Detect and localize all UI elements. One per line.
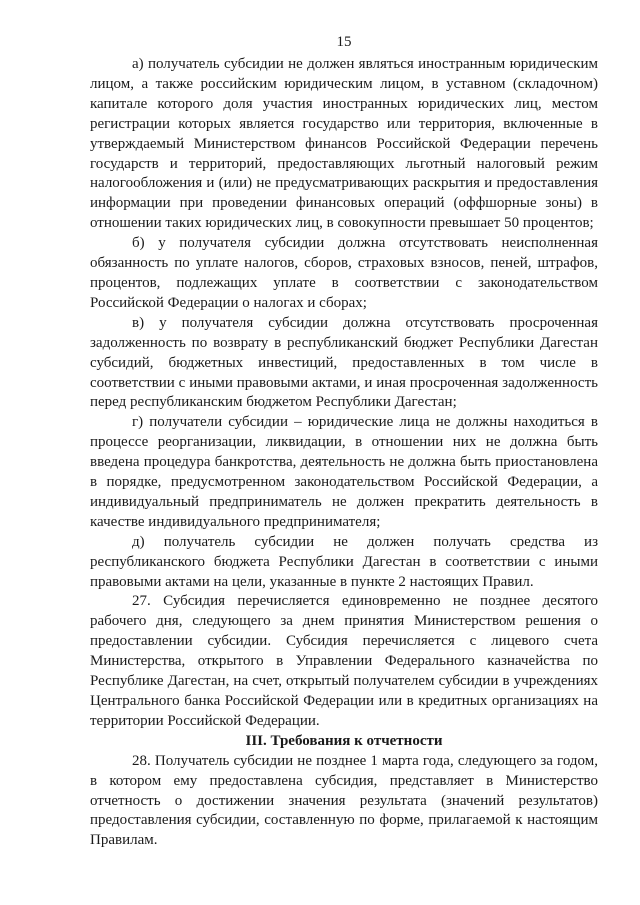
paragraph-g: г) получатели субсидии – юридические лица не должны находиться в процессе реорганизации, ликвидации, в отношении них не должна быть введена процедура банкротства, деятельность не должна быть приостановлена в порядке, предусмотренном законодательством Российской Федерации, а индивидуальный предприниматель не должен прекратить деятельность в качестве индивидуального предпринимателя; [90,414,598,530]
paragraph-28: 28. Получатель субсидии не позднее 1 марта года, следующего за годом, в котором ему предоставлена субсидия, представляет в Министерство отчетность о достижении значения результата (значений результатов) предоставления субсидии, составленную по форме, прилагаемой к настоящим Правилам. [90,752,598,849]
paragraph-b: б) у получателя субсидии должна отсутствовать неисполненная обязанность по уплате налогов, сборов, страховых взносов, пеней, штрафов, процентов, подлежащих уплате в соответствии с законодательством Российской Федерации о налогах и сборах; [90,235,598,311]
paragraph-27: 27. Субсидия перечисляется единовременно не позднее десятого рабочего дня, следующего за днем принятия Министерством решения о предоставлении субсидии. Субсидия перечисляется с лицевого счета Министерства, открытого в Управлении Федерального казначейства по Республике Дагестан, на счет, открытый получателем субсидии в учреждениях Центрального банка Российской Федерации или в кредитных организациях на территории Российской Федерации. [90,593,598,729]
paragraph-v: в) у получателя субсидии должна отсутствовать просроченная задолженность по возврату в республиканский бюджет Республики Дагестан субсидий, бюджетных инвестиций, предоставленных в том числе в соответствии с иными правовыми актами, и иная просроченная задолженность перед республиканским бюджетом Республики Дагестан; [90,314,598,411]
paragraph-d: д) получатель субсидии не должен получать средства из республиканского бюджета Республики Дагестан в соответствии с иными правовыми актами на цели, указанные в пункте 2 настоящих Правил. [90,533,598,590]
paragraph-a: а) получатель субсидии не должен являться иностранным юридическим лицом, а также российским юридическим лицом, в уставном (складочном) капитале которого доля участия иностранных юридических лиц, местом регистрации которых является государство или территория, включенные в утверждаемый Министерством финансов Российской Федерации перечень государств и территорий, предоставляющих льготный налоговый режим налогообложения и (или) не предусматривающих раскрытия и предоставления информации при проведении финансовых операций (оффшорные зоны) в отношении таких юридических лиц, в совокупности превышает 50 процентов; [90,56,598,232]
section-title: III. Требования к отчетности [245,732,443,749]
document-body [90,55,598,851]
page-number: 15 [336,34,352,50]
